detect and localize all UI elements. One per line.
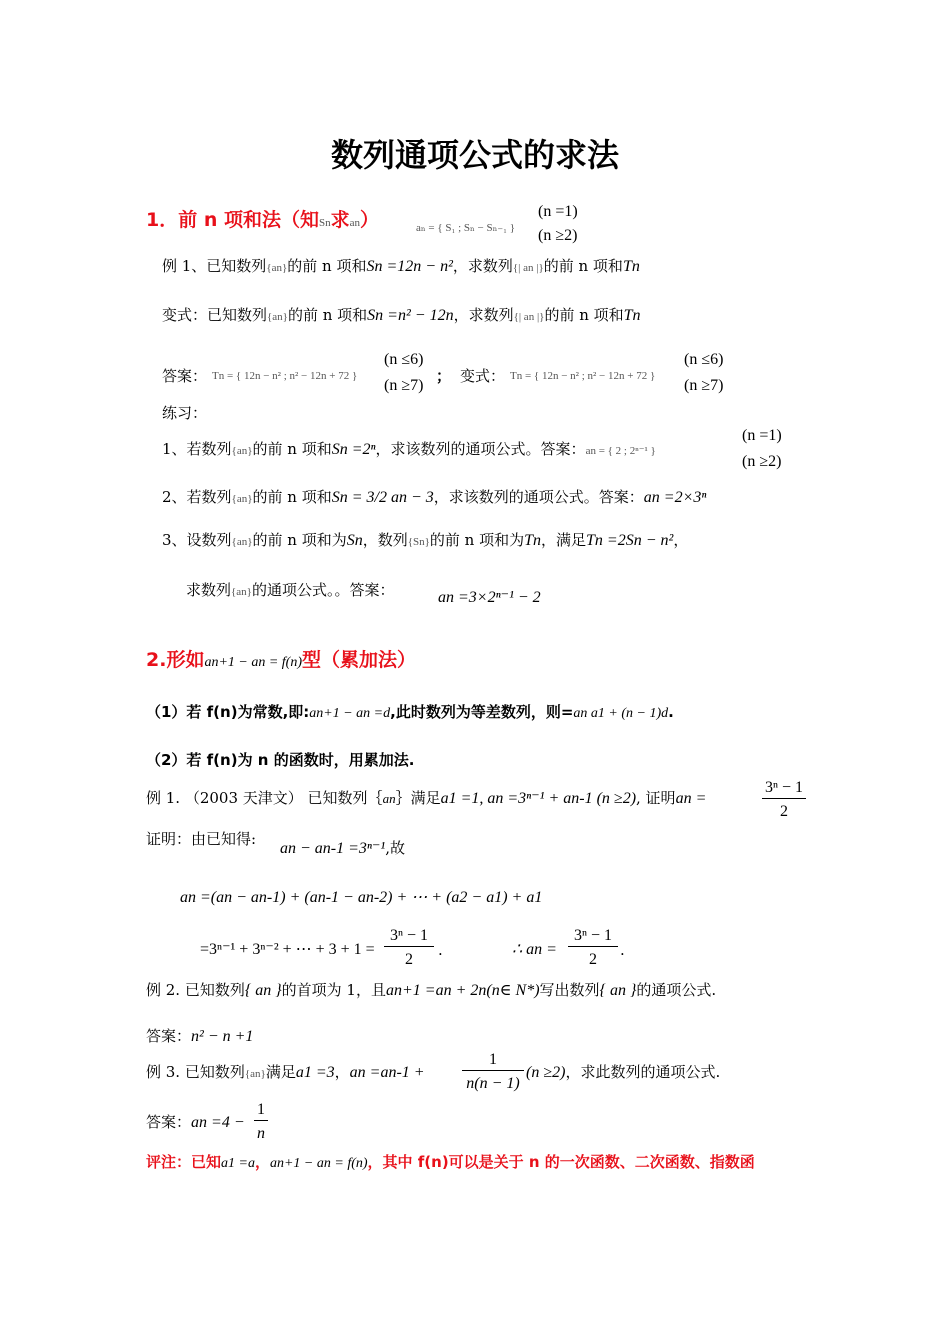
practice-3-line-2: 求数列{an}的通项公式。。答案：	[186, 581, 395, 599]
sum-line-2: =3ⁿ⁻¹ + 3ⁿ⁻² + ⋯ + 3 + 1 =	[200, 941, 375, 958]
practice-label: 练习：	[162, 404, 208, 422]
s2-answer-2: 答案：n² − n +1	[146, 1027, 254, 1045]
variant-answer-formula: Tn = { 12n − n² ; n² − 12n + 72 }	[510, 370, 656, 382]
condition-n-eq-1: (n =1)	[538, 203, 578, 220]
section-1-heading: 1．前 n 项和法（知Sn求an）	[146, 209, 380, 231]
answer-label: 答案：	[162, 367, 208, 385]
answer-cond-2: (n ≥7)	[384, 377, 424, 394]
practice-1-cond-1: (n =1)	[742, 427, 782, 444]
sum-line-1: an =(an − an-1) + (an-1 − an-2) + ⋯ + (a2 − a1) + a1	[180, 889, 543, 906]
answer-variant-label: 变式：	[460, 367, 506, 385]
case-2: （2）若 f(n)为 n 的函数时，用累加法.	[146, 751, 415, 769]
section-2-heading: 2.形如an+1 − an = f(n)型（累加法）	[146, 649, 417, 671]
practice-3: 3、设数列{an}的前 n 项和为Sn，数列{Sn}的前 n 项和为Tn，满足Tn =2Sn − n²，	[162, 531, 689, 549]
sum2-period: .	[438, 941, 443, 959]
page-title: 数列通项公式的求法	[330, 136, 619, 174]
ans3-denominator: n	[257, 1125, 265, 1142]
sum2-denominator: 2	[405, 951, 413, 968]
s2-example-3-tail: (n ≥2)，求此数列的通项公式.	[526, 1063, 721, 1081]
practice-1-cond-2: (n ≥2)	[742, 453, 782, 470]
note-line: 评注：已知a1 =a，an+1 − an = f(n)，其中 f(n)可以是关于 n 的一次函数、二次函数、指数函	[146, 1153, 755, 1171]
s2-ex1-denominator: 2	[780, 803, 788, 820]
proof-line: 证明：由已知得:	[146, 830, 257, 848]
example-1-text: 例 1、已知数列{an}的前 n 项和Sn =12n − n²，求数列{| an |}的前 n 项和Tn	[162, 257, 640, 275]
s2-example-1: 例 1. （2003 天津文） 已知数列｛an｝满足a1 =1, an =3ⁿ⁻¹ + an-1 (n ≥2), 证明an =	[146, 789, 707, 807]
answer-separator: ；	[436, 367, 452, 385]
answer-cond-1: (n ≤6)	[384, 351, 424, 368]
therefore-numerator: 3ⁿ − 1	[568, 926, 618, 947]
s2-example-2: 例 2. 已知数列{ an }的首项为 1，且an+1 =an + 2n(n∈ N*)写出数列{ an }的通项公式.	[146, 981, 717, 999]
s2-ex1-numerator: 3ⁿ − 1	[762, 778, 806, 799]
variant-answer-cond-2: (n ≥7)	[684, 377, 724, 394]
ex3-denominator: n(n − 1)	[466, 1075, 520, 1092]
practice-2: 2、若数列{an}的前 n 项和Sn = 3/2 an − 3，求该数列的通项公式。答案：an =2×3ⁿ	[162, 488, 707, 506]
therefore: ∴ an =	[512, 941, 557, 958]
piecewise-formula: aₙ = { S₁ ; Sₙ − Sₙ₋₁ }	[416, 222, 516, 234]
case-1: （1）若 f(n)为常数,即:an+1 − an =d,此时数列为等差数列，则=an a1 + (n − 1)d.	[146, 703, 674, 721]
therefore-denominator: 2	[589, 951, 597, 968]
practice-1: 1、若数列{an}的前 n 项和Sn =2ⁿ，求该数列的通项公式。答案：an = { 2 ; 2ⁿ⁻¹ }	[162, 440, 656, 458]
ex3-numerator: 1	[462, 1050, 524, 1071]
practice-3-answer: an =3×2ⁿ⁻¹ − 2	[438, 589, 541, 606]
proof-math: an − an-1 =3ⁿ⁻¹,故	[280, 839, 405, 857]
s2-answer-3: 答案：an =4 −	[146, 1113, 245, 1131]
variant-answer-cond-1: (n ≤6)	[684, 351, 724, 368]
s2-example-3: 例 3. 已知数列{an}满足a1 =3，an =an-1 +	[146, 1063, 425, 1081]
variant-text: 变式：已知数列{an}的前 n 项和Sn =n² − 12n，求数列{| an |}的前 n 项和Tn	[162, 306, 641, 324]
therefore-period: .	[620, 941, 625, 959]
condition-n-ge-2: (n ≥2)	[538, 227, 578, 244]
ans3-numerator: 1	[254, 1100, 268, 1121]
sum2-numerator: 3ⁿ − 1	[384, 926, 434, 947]
answer-formula: Tn = { 12n − n² ; n² − 12n + 72 }	[212, 370, 358, 382]
